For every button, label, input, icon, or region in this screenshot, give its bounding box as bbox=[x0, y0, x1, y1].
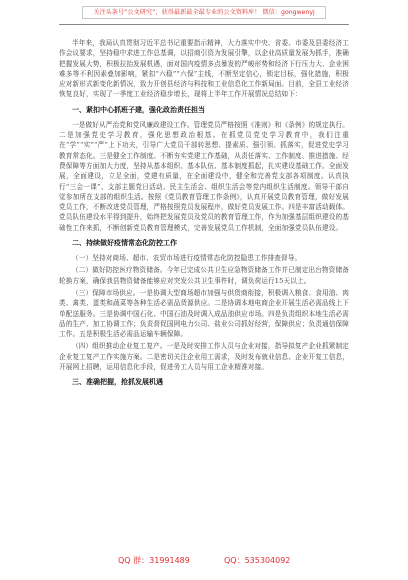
section-2-heading: 二、持续做好疫情常态化防控工作 bbox=[72, 239, 177, 248]
footer-qq-number: QQ：535304092 bbox=[224, 556, 291, 565]
section-1-heading: 一、紧扣中心抓班子建，强化政治责任担当 bbox=[72, 105, 205, 114]
section-2-paragraph-4: （四）组织推动企业复工复产。一是及时安排工作人员与企业对接，指导拟复产企业抓紧制定企业复工复产工作实施方案。二是密切关注企业用工需求，及时发布就业信息、企业开复工信息，开展网上招聘，运用信息化手段，促进务工人员与用工企业精准对接。 bbox=[59, 342, 349, 372]
intro-paragraph: 半年来，我局认真贯彻习近平总书记重要指示精神，大力落实中央、省委、市委及县委经济工作会议要求，坚持稳中求进工作总基调，以招商引资为发展引擎，以企业高质量发展为抓手，准确把握发展大势，积极拉抬发展机遇，面对国内疫情多点暴发的严峻形势和经济下行压力大、企业困难多等不利因素叠加影响，紧扣“六稳”“六保”主线，不断坚定信心，锁定目标，强化措施，积极应对新形式新变化新情况，致力开创县经济与科技和工业信息化工作新局面。目前，全县工业经济恢复良好，实现了一季度工业经济稳步增长，现将上半年工作开展情况总结如下： bbox=[59, 39, 349, 99]
section-2-paragraph-3: （三）保障市场供应。一是协调大型商场超市加强与供货商衔接，积极调入粮食、食用油、肉类、禽类、蛋类和蔬菜等各种生活必需品货源供应。二是协调本地电商企业开展生活必需品线上下单配送服务。三是协调中国石化、中国石油及时调入成品油供应市场。四是负责组织本地生活必需品的生产、加工协调工作；负责督促国网电力公司、盐业公司抓好经营，保障供应；负责通信保障工作。五是积极生活必需品运输车辆保障。 bbox=[59, 288, 349, 339]
header-divider bbox=[59, 24, 349, 25]
footer-qq-group: QQ 群：31991489 bbox=[118, 556, 190, 565]
header-banner: 关注头条号“公文研究”，获得最新最全最专业的公文资料库！ 微信：gongwenyj bbox=[82, 6, 326, 19]
section-3-heading: 三、准确把握，抢抓发展机遇 bbox=[72, 378, 163, 387]
section-2-paragraph-2: （二）做好防控医疗物资储备。今年已完成公共卫生应急物资储备工作并已制定出台物资储备轮换方案，确保我县物资储备能够应对突发公共卫生事件时，调负荷运行15天以上。 bbox=[59, 266, 349, 285]
document-body bbox=[59, 38, 349, 392]
footer-contact bbox=[0, 554, 408, 568]
section-1-paragraph: 一是做好从严治党和党风廉政建设工作。管理党员严格按照《准则》和《条例》的规定执行。二是加强党史学习教育，强化思想政治根基。在抓党员党史学习教育中，我们注重在“学”“实”“严”上下功夫，引导广大党员干部转思想、提素质、强引领、抓落实，促进党史学习教育常态化。三是健全工作制度。不断夯实党建工作基础，从责任落实、工作制度、推进措施、经费保障等方面加大力度，坚持从基本组织、基本队伍、基本制度抓起，扎实建设基础工作。全面发展，全面建设，立足全面，党建有质量，在全面建设中，健全和完善党支部各项制度。认真执行“三会一课”、支部主题党日活动、民主生活会、组织生活会等党内组织生活制度。领导干部自觉参加所在支部的组织生活。按照《党员教育管理工作条例》，认真开展党员教育管理，做好发展党员工作，不断改进党员管理，严格按照党员发展程序，做好党员发展工作。四是丰富活动载体。党员队伍建设水平得到提升，始终把发展党员及党员的教育管理工作，作为加强基层组织建设的基础性工作来抓，不断创新党员教育管理模式，完善发展党员工作机制，全面加强党员队伍建设。 bbox=[59, 120, 349, 232]
section-2-paragraph-1: （一）坚持对商场、超市、农贸市场进行疫情常态化防控隐患工作排查督导。 bbox=[72, 254, 302, 263]
